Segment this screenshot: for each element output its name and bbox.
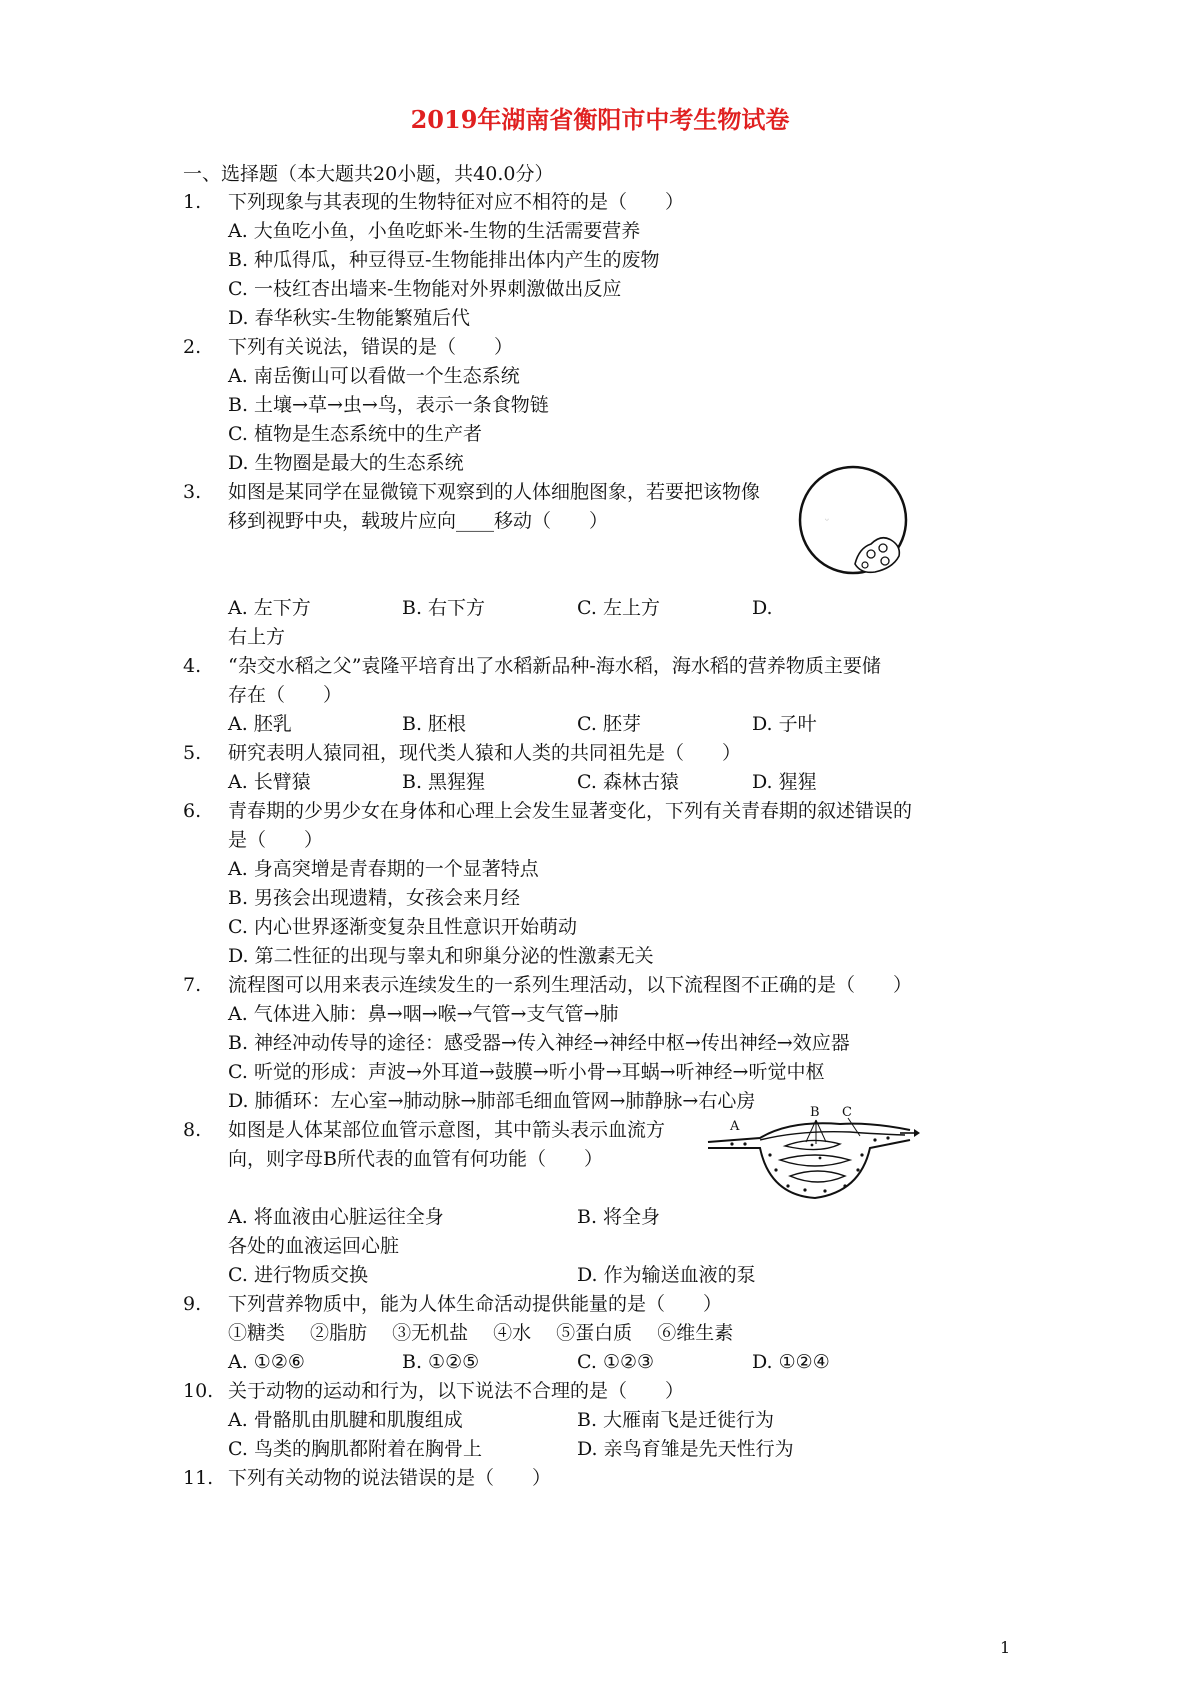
option-d: D. ①②④ — [752, 1351, 830, 1373]
option-a: A. 气体进入肺：鼻→咽→喉→气管→支气管→肺 — [228, 1003, 619, 1025]
option-b: B. 右下方 — [402, 597, 486, 619]
option-b: B. 种瓜得瓜，种豆得豆-生物能排出体内产生的废物 — [228, 249, 660, 271]
option-a: A. 南岳衡山可以看做一个生态系统 — [228, 365, 520, 387]
option-a: A. 大鱼吃小鱼，小鱼吃虾米-生物的生活需要营养 — [228, 220, 641, 242]
question-stem: 下列营养物质中，能为人体生命活动提供能量的是（ ） — [228, 1293, 723, 1315]
option-d: D. — [752, 597, 773, 619]
question-stem-cont: 移到视野中央，载玻片应向____移动（ ） — [228, 510, 609, 532]
question-stem-cont: 存在（ ） — [228, 684, 343, 706]
option-d: D. 春华秋实-生物能繁殖后代 — [228, 307, 471, 329]
question-number: 10. — [183, 1380, 214, 1402]
question-stem-cont: 是（ ） — [228, 829, 324, 851]
question-stem: 如图是某同学在显微镜下观察到的人体细胞图象，若要把该物像 — [228, 481, 761, 503]
option-b-cont: 各处的血液运回心脏 — [228, 1235, 400, 1257]
option-b: B. 胚根 — [402, 713, 467, 735]
option-a: A. 左下方 — [228, 597, 311, 619]
question-stem: 如图是人体某部位血管示意图，其中箭头表示血流方 — [228, 1119, 666, 1141]
question-stem: 下列有关动物的说法错误的是（ ） — [228, 1467, 552, 1489]
option-d: D. 猩猩 — [752, 771, 817, 793]
question-stem: 下列现象与其表现的生物特征对应不相符的是（ ） — [228, 191, 685, 213]
option-c: C. 植物是生态系统中的生产者 — [228, 423, 482, 445]
option-b: B. 黑猩猩 — [402, 771, 486, 793]
nutrient-items: ①糖类 ②脂肪 ③无机盐 ④水 ⑤蛋白质 ⑥维生素 — [228, 1322, 734, 1344]
question-number: 1. — [183, 191, 202, 213]
question-number: 5. — [183, 742, 202, 764]
option-c: C. 内心世界逐渐变复杂且性意识开始萌动 — [228, 916, 577, 938]
microscope-field-figure — [795, 464, 920, 584]
option-d: D. 生物圈是最大的生态系统 — [228, 452, 464, 474]
option-d: D. 第二性征的出现与睾丸和卵巢分泌的性激素无关 — [228, 945, 654, 967]
question-number: 6. — [183, 800, 202, 822]
option-a: A. 长臂猿 — [228, 771, 311, 793]
section-heading: 一、选择题（本大题共20小题，共40.0分） — [183, 163, 554, 185]
question-stem: 研究表明人猿同祖，现代类人猿和人类的共同祖先是（ ） — [228, 742, 742, 764]
option-c: C. 胚芽 — [577, 713, 641, 735]
blood-vessel-figure — [700, 1100, 920, 1210]
option-b: B. 男孩会出现遗精，女孩会来月经 — [228, 887, 521, 909]
option-c: C. 进行物质交换 — [228, 1264, 368, 1286]
question-number: 9. — [183, 1293, 202, 1315]
option-d: D. 作为输送血液的泵 — [577, 1264, 756, 1286]
option-b: B. 神经冲动传导的途径：感受器→传入神经→神经中枢→传出神经→效应器 — [228, 1032, 850, 1054]
figure-label-b: B — [810, 1105, 820, 1120]
question-number: 7. — [183, 974, 202, 996]
option-a: A. 将血液由心脏运往全身 — [228, 1206, 444, 1228]
option-b: B. 将全身 — [577, 1206, 661, 1228]
option-a: A. 身高突增是青春期的一个显著特点 — [228, 858, 539, 880]
option-d: D. 亲鸟育雏是先天性行为 — [577, 1438, 794, 1460]
option-a: A. ①②⑥ — [228, 1351, 305, 1373]
option-d: D. 子叶 — [752, 713, 817, 735]
question-stem: “杂交水稻之父”袁隆平培育出了水稻新品种-海水稻，海水稻的营养物质主要储 — [228, 655, 881, 677]
question-stem: 青春期的少男少女在身体和心理上会发生显著变化，下列有关青春期的叙述错误的 — [228, 800, 913, 822]
figure-label-c: C — [842, 1105, 852, 1120]
question-stem: 下列有关说法，错误的是（ ） — [228, 336, 514, 358]
question-stem-cont: 向，则字母B所代表的血管有何功能（ ） — [228, 1148, 603, 1170]
option-b: B. 土壤→草→虫→鸟，表示一条食物链 — [228, 394, 549, 416]
svg-text:ᵕ: ᵕ — [825, 516, 830, 527]
option-c: C. 森林古猿 — [577, 771, 679, 793]
question-number: 11. — [183, 1467, 214, 1489]
question-stem: 关于动物的运动和行为，以下说法不合理的是（ ） — [228, 1380, 685, 1402]
option-c: C. 一枝红杏出墙来-生物能对外界刺激做出反应 — [228, 278, 622, 300]
option-a: A. 骨骼肌由肌腱和肌腹组成 — [228, 1409, 463, 1431]
option-c: C. 听觉的形成：声波→外耳道→鼓膜→听小骨→耳蜗→听神经→听觉中枢 — [228, 1061, 825, 1083]
question-stem: 流程图可以用来表示连续发生的一系列生理活动，以下流程图不正确的是（ ） — [228, 974, 913, 996]
option-b: B. 大雁南飞是迁徙行为 — [577, 1409, 775, 1431]
option-a: A. 胚乳 — [228, 713, 292, 735]
option-c: C. 左上方 — [577, 597, 660, 619]
question-number: 2. — [183, 336, 202, 358]
option-c: C. ①②③ — [577, 1351, 655, 1373]
page-title: 2019年湖南省衡阳市中考生物试卷 — [410, 105, 790, 134]
question-number: 8. — [183, 1119, 202, 1141]
option-c: C. 鸟类的胸肌都附着在胸骨上 — [228, 1438, 482, 1460]
option-b: B. ①②⑤ — [402, 1351, 480, 1373]
page-number: 1 — [1000, 1638, 1011, 1657]
figure-label-a: A — [730, 1119, 740, 1134]
question-number: 3. — [183, 481, 202, 503]
option-d-text: 右上方 — [228, 626, 286, 648]
question-number: 4. — [183, 655, 202, 677]
option-d: D. 肺循环：左心室→肺动脉→肺部毛细血管网→肺静脉→右心房 — [228, 1090, 756, 1112]
